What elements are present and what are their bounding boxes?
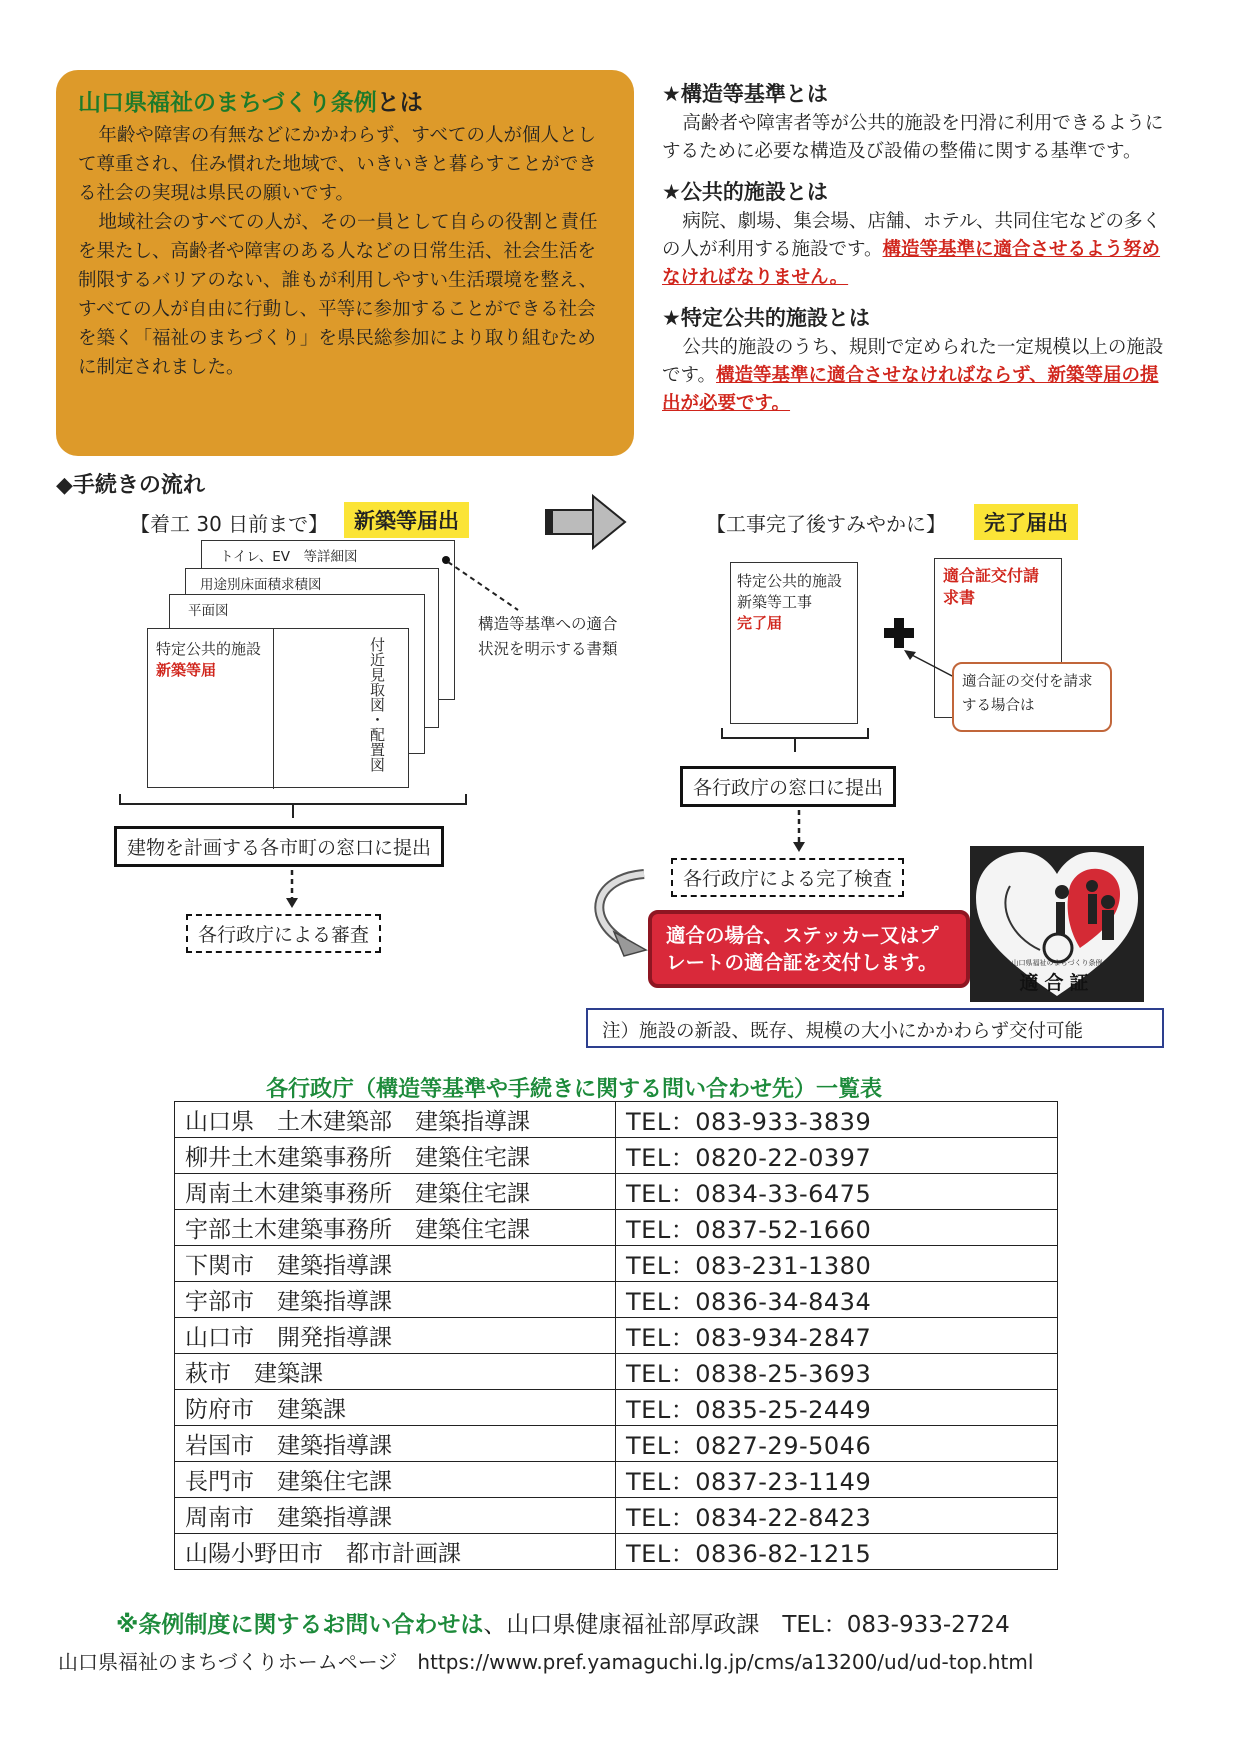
doc-main: 特定公共的施設新築等届 付近見取図・配置図 [147, 628, 409, 788]
def-body-3: 公共的施設のうち、規則で定められた一定規模以上の施設です。構造等基準に適合させなければならず、新築等届の提出が必要です。 [662, 337, 1164, 414]
contact-office: 宇部市 建築指導課 [175, 1282, 616, 1318]
footer-inquiry: ※条例制度に関するお問い合わせは、山口県健康福祉部厚政課 TEL：083-933-2724 [116, 1612, 1010, 1638]
flow-title: ◆手続きの流れ [56, 473, 205, 498]
right-submit-box: 各行政庁の窓口に提出 [680, 766, 896, 807]
contact-tel: TEL：0820-22-0397 [616, 1138, 1058, 1174]
contact-office: 周南市 建築指導課 [175, 1498, 616, 1534]
contact-office: 長門市 建築住宅課 [175, 1462, 616, 1498]
contact-office: 柳井土木建築事務所 建築住宅課 [175, 1138, 616, 1174]
contact-tel: TEL：0836-34-8434 [616, 1282, 1058, 1318]
definitions [662, 78, 1172, 428]
contacts-table [174, 1101, 1058, 1570]
contact-tel: TEL：0834-33-6475 [616, 1174, 1058, 1210]
contact-tel: TEL：0837-52-1660 [616, 1210, 1058, 1246]
plus-icon [884, 618, 914, 648]
result-box: 適合の場合、ステッカー又はプレートの適合証を交付します。 [648, 910, 970, 988]
right-timing: 【工事完了後すみやかに】 [706, 512, 946, 536]
contact-office: 山口県 土木建築部 建築指導課 [175, 1102, 616, 1138]
contact-office: 萩市 建築課 [175, 1354, 616, 1390]
def-heading-1: ★構造等基準とは [662, 82, 828, 106]
contact-office: 宇部土木建築事務所 建築住宅課 [175, 1210, 616, 1246]
table-row [175, 1354, 1058, 1390]
doc-map-label: 付近見取図・配置図 [368, 637, 386, 772]
left-submit-box: 建物を計画する各市町の窓口に提出 [114, 826, 444, 867]
annotation-line [448, 560, 528, 620]
def-body-2: 病院、劇場、集会場、店舗、ホテル、共同住宅などの多くの人が利用する施設です。構造等基準に適合させるよう努めなければなりません。 [662, 211, 1161, 288]
contact-tel: TEL：0837-23-1149 [616, 1462, 1058, 1498]
right-bracket [720, 726, 870, 756]
table-row [175, 1318, 1058, 1354]
contact-tel: TEL：083-934-2847 [616, 1318, 1058, 1354]
right-tag: 完了届出 [974, 504, 1078, 540]
left-review-box: 各行政庁による審査 [186, 914, 381, 953]
table-row [175, 1174, 1058, 1210]
table-row [175, 1390, 1058, 1426]
doc-detail: トイレ、EV 等詳細図 [201, 540, 455, 700]
contact-tel: TEL：0827-29-5046 [616, 1426, 1058, 1462]
cert-note: 適合証の交付を請求する場合は [952, 662, 1112, 732]
curved-arrow-icon [584, 868, 656, 958]
arrow-right-icon [545, 492, 630, 552]
doc-plan: 平面図 [169, 594, 425, 754]
contact-office: 岩国市 建築指導課 [175, 1426, 616, 1462]
sticker-caption: 適合証 [1019, 972, 1095, 994]
contact-office: 山陽小野田市 都市計画課 [175, 1534, 616, 1570]
intro-paragraph-2: 地域社会のすべての人が、その一員として自らの役割と責任を果たし、高齢者や障害のある人などの日常生活、社会生活を制限するバリアのない、誰もが利用しやすい生活環境を整え、すべての人が自由に行動し、平等に参加することができる社会を築く「福祉のまちづくり」を県民総参加により取り組むために制定されました。 [78, 212, 598, 378]
left-timing: 【着工 30 日前まで】 [130, 512, 329, 536]
table-row [175, 1462, 1058, 1498]
contact-tel: TEL：0835-25-2449 [616, 1390, 1058, 1426]
left-bracket [118, 792, 468, 822]
dashed-arrow-1 [286, 870, 298, 910]
contact-tel: TEL：0834-22-8423 [616, 1498, 1058, 1534]
dashed-arrow-2 [793, 810, 805, 854]
contact-office: 周南土木建築事務所 建築住宅課 [175, 1174, 616, 1210]
contact-tel: TEL：0838-25-3693 [616, 1354, 1058, 1390]
cert-request-doc: 適合証交付請求書 [934, 558, 1062, 718]
table-row [175, 1498, 1058, 1534]
table-row [175, 1534, 1058, 1570]
table-row [175, 1210, 1058, 1246]
intro-box [56, 70, 634, 456]
doc-area: 用途別床面積求積図 [185, 568, 439, 728]
note-box: 注）施設の新設、既存、規模の大小にかかわらず交付可能 [586, 1008, 1164, 1048]
intro-paragraph-1: 年齢や障害の有無などにかかわらず、すべての人が個人として尊重され、住み慣れた地域で、いきいきと暮らすことができる社会の実現は県民の願いです。 [78, 125, 597, 204]
def-body-1: 高齢者や障害者等が公共的施設を円滑に利用できるようにするために必要な構造及び設備の整備に関する基準です。 [662, 113, 1164, 162]
contacts-title: 各行政庁（構造等基準や手続きに関する問い合わせ先）一覧表 [266, 1077, 883, 1102]
intro-title: 山口県福祉のまちづくり条例とは [78, 90, 423, 116]
contact-tel: TEL：083-231-1380 [616, 1246, 1058, 1282]
left-tag: 新築等届出 [344, 502, 469, 538]
cert-note-arrow [900, 648, 960, 684]
contact-office: 下関市 建築指導課 [175, 1246, 616, 1282]
table-row [175, 1282, 1058, 1318]
contact-office: 山口市 開発指導課 [175, 1318, 616, 1354]
def-heading-3: ★特定公共的施設とは [662, 306, 870, 330]
table-row [175, 1246, 1058, 1282]
table-row [175, 1426, 1058, 1462]
def-heading-2: ★公共的施設とは [662, 180, 828, 204]
contact-tel: TEL：0836-82-1215 [616, 1534, 1058, 1570]
sticker-image: 山口県福祉のまちづくり条例 適合証 [970, 846, 1144, 1002]
contact-office: 防府市 建築課 [175, 1390, 616, 1426]
table-row [175, 1102, 1058, 1138]
completion-doc: 特定公共的施設新築等工事 完了届 [730, 562, 858, 724]
table-row [175, 1138, 1058, 1174]
annotation-text: 構造等基準への適合状況を明示する書類 [478, 615, 618, 658]
footer-homepage: 山口県福祉のまちづくりホームページ https://www.pref.yamaguchi.lg.jp/cms/a13200/ud/ud-top.html [58, 1650, 1034, 1674]
right-inspect-box: 各行政庁による完了検査 [671, 858, 904, 897]
contact-tel: TEL：083-933-3839 [616, 1102, 1058, 1138]
